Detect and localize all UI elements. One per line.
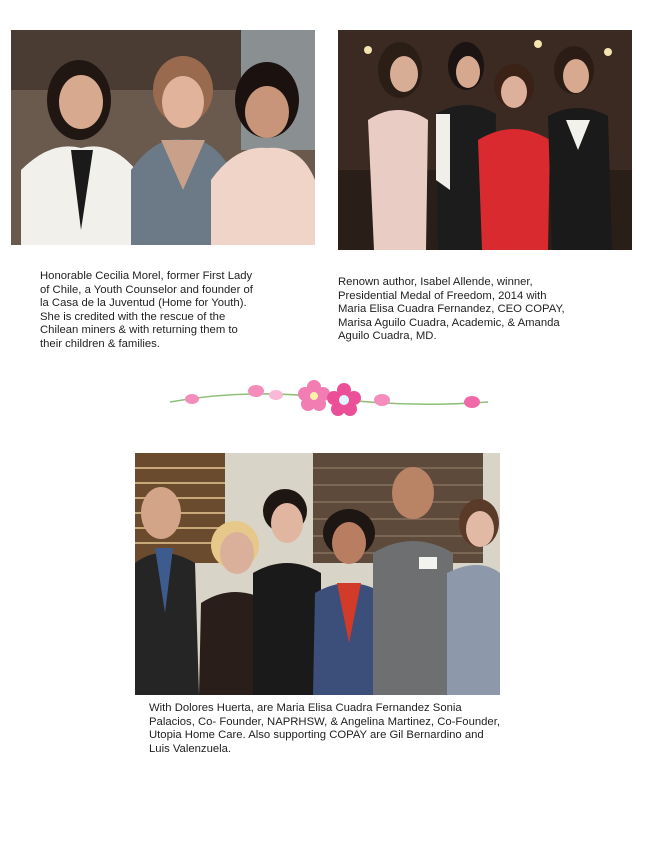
caption-line: their children & families.: [40, 337, 160, 350]
caption-line: Palacios, Co- Founder, NAPRHSW, & Angelina Martinez, Co-Founder,: [149, 715, 500, 728]
caption-line: Luis Valenzuela.: [149, 742, 232, 755]
caption-line: Presidential Medal of Freedom, 2014 with: [338, 289, 547, 302]
caption-line: Maria Elisa Cuadra Fernandez, CEO COPAY,: [338, 303, 565, 316]
photo-dolores-huerta: [135, 453, 500, 695]
caption-line: Renown author, Isabel Allende, winner,: [338, 276, 533, 288]
caption-line: la Casa de la Juventud (Home for Youth).: [40, 297, 247, 310]
caption-line: Honorable Cecilia Morel, former First Lady: [40, 270, 253, 282]
flower-icon: [298, 380, 330, 411]
caption-dolores-huerta: [149, 702, 500, 756]
caption-cecilia-morel: [40, 270, 253, 352]
photo-isabel-allende: [338, 30, 632, 250]
caption-line: She is credited with the rescue of the: [40, 310, 226, 323]
caption-line: of Chile, a Youth Counselor and founder of: [40, 283, 253, 296]
caption-isabel-allende: [338, 276, 565, 344]
caption-line: Utopia Home Care. Also supporting COPAY are Gil Bernardino and: [149, 729, 484, 742]
floral-divider: [168, 374, 490, 424]
flower-icon: [327, 383, 361, 416]
photo-cecilia-morel: [11, 30, 315, 245]
caption-line: Marisa Aguilo Cuadra, Academic, & Amanda: [338, 316, 560, 329]
caption-line: With Dolores Huerta, are Maria Elisa Cuadra Fernandez Sonia: [149, 702, 462, 714]
caption-line: Aguilo Cuadra, MD.: [338, 330, 437, 343]
caption-line: Chilean miners & with returning them to: [40, 324, 238, 337]
